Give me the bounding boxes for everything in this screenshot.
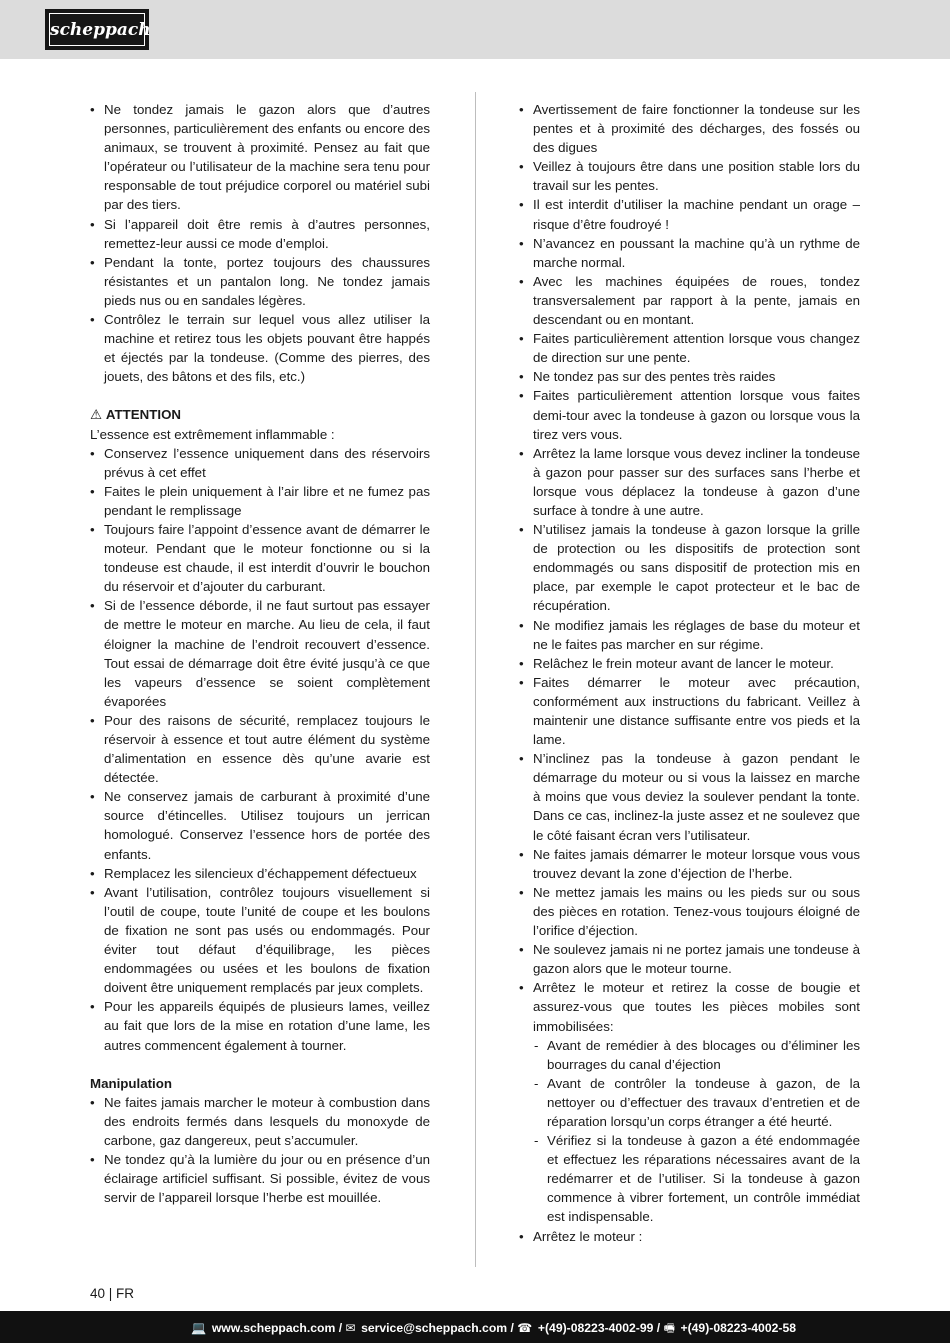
laptop-icon: 💻 — [191, 1321, 207, 1335]
list-item: • Avec les machines équipées de roues, tondez transversalement par rapport à la pente, jamais en descendant ou en montant. — [519, 272, 860, 329]
list-item: • Pour des raisons de sécurité, remplacez toujours le réservoir à essence et tout autre élément du système d’alimentation en essence dès qu’une avarie est détectée. — [90, 711, 430, 787]
list-item: • Veillez à toujours être dans une position stable lors du travail sur les pentes. — [519, 157, 860, 195]
footer-bar — [0, 1311, 950, 1343]
list-item: • Avant l’utilisation, contrôlez toujours visuellement si l’outil de coupe, toute l’unité de coupe et les boulons de fixation ne sont pas usés ou endommagés. Pour éviter tout défaut d’équilibrage, les pièces endommagées ou usées et les boulons de fixation doivent être uniquement remplacés par jeux complets. — [90, 883, 430, 998]
sub-list-item: - Avant de contrôler la tondeuse à gazon, de la nettoyer ou d’effectuer des travaux d’entretien et de réparation lorsqu’un corps étranger a été heurté. — [533, 1074, 860, 1131]
list-item: • Pour les appareils équipés de plusieurs lames, veillez au fait que lors de la mise en rotation d’une lame, les autres commencent également à tourner. — [90, 997, 430, 1054]
top-bar — [0, 0, 950, 59]
footer-website[interactable]: www.scheppach.com / — [211, 1321, 343, 1335]
list-item: • Ne modifiez jamais les réglages de base du moteur et ne le faites pas marcher en sur régime. — [519, 616, 860, 654]
list-item: • Ne faites jamais démarrer le moteur lorsque vous vous trouvez devant la zone d’éjection de l’herbe. — [519, 845, 860, 883]
list-item: • Arrêtez la lame lorsque vous devez incliner la tondeuse à gazon pour passer sur des surfaces sans l’herbe et lorsque vous déplacez la tondeuse à gazon d’une surface à tondre à une autre. — [519, 444, 860, 520]
list-item: • Ne conservez jamais de carburant à proximité d’une source d’étincelles. Utilisez toujours un jerrican homologué. Conservez l’essence hors de portée des enfants. — [90, 787, 430, 863]
fuel-safety-list — [90, 444, 430, 1055]
operation-safety-list — [519, 100, 860, 1246]
scheppach-logo — [45, 9, 149, 50]
list-item: • Si de l’essence déborde, il ne faut surtout pas essayer de mettre le moteur en marche. Au lieu de cela, il faut éloigner la machine de l’endroit recouvert d’essence. Tout essai de démarrage doit être évité jusqu’à ce que les vapeurs d’essence se soient complètement évaporées — [90, 596, 430, 711]
column-divider — [475, 92, 476, 1267]
list-item: • N’inclinez pas la tondeuse à gazon pendant le démarrage du moteur ou si vous la laissez en marche à moins que vous deviez la soulever pendant la tonte. Dans ce cas, inclinez-la juste assez et ne soulevez que le côté faisant écran vers l’utilisateur. — [519, 749, 860, 844]
stop-engine-sublist — [533, 1036, 860, 1227]
list-item: • Faites particulièrement attention lorsque vous changez de direction sur une pente. — [519, 329, 860, 367]
list-item-stop-engine — [519, 978, 860, 1226]
logo-text: scheppach — [49, 13, 145, 46]
list-item: • Ne faites jamais marcher le moteur à combustion dans des endroits fermés dans lesquels du monoxyde de carbone, gaz dangereux, peut s’accumuler. — [90, 1093, 430, 1150]
warning-triangle-icon: ⚠ — [90, 407, 102, 423]
list-item: • N’avancez en poussant la machine qu’à un rythme de marche normal. — [519, 234, 860, 272]
list-item: • Conservez l’essence uniquement dans des réservoirs prévus à cet effet — [90, 444, 430, 482]
page-number: 40 | FR — [90, 1286, 135, 1301]
list-item: • Faites le plein uniquement à l’air libre et ne fumez pas pendant le remplissage — [90, 482, 430, 520]
attention-heading — [90, 405, 430, 424]
list-item: • Faites démarrer le moteur avec précaution, conformément aux instructions du fabricant. Veillez à maintenir une distance suffisante entre vos pieds et la lame. — [519, 673, 860, 749]
list-item: • Il est interdit d’utiliser la machine pendant un orage – risque d’être foudroyé ! — [519, 195, 860, 233]
attention-title: ATTENTION — [105, 407, 182, 423]
footer-contact — [191, 1319, 796, 1340]
left-column — [90, 100, 430, 1207]
sub-list-item: - Vérifiez si la tondeuse à gazon a été endommagée et effectuez les réparations nécessaires avant de la redémarrer et de l’utiliser. Si la tondeuse à gazon commence à vibrer fortement, un contrôle immédiat est indispensable. — [533, 1131, 860, 1226]
page-number-value: 40 — [90, 1286, 106, 1301]
list-item: • Avertissement de faire fonctionner la tondeuse sur les pentes et à proximité des décharges, des fossés ou des digues — [519, 100, 860, 157]
list-item: • Toujours faire l’appoint d’essence avant de démarrer le moteur. Pendant que le moteur fonctionne ou si la tondeuse est chaude, il est interdit d’ouvrir le bouchon du réservoir et d’ajouter du carburant. — [90, 520, 430, 596]
list-item: • Contrôlez le terrain sur lequel vous allez utiliser la machine et retirez tous les objets pouvant être happés et éjectés par la tondeuse. (Comme des pierres, des jouets, des bâtons et des fils, etc.) — [90, 310, 430, 386]
envelope-icon: ✉ — [345, 1321, 356, 1335]
list-item: • Si l’appareil doit être remis à d’autres personnes, remettez-leur aussi ce mode d’emploi. — [90, 215, 430, 253]
list-item: • Ne tondez pas sur des pentes très raides — [519, 367, 860, 386]
list-item: • Ne soulevez jamais ni ne portez jamais une tondeuse à gazon alors que le moteur tourne. — [519, 940, 860, 978]
page-language: FR — [116, 1286, 135, 1301]
list-item: • Ne tondez qu’à la lumière du jour ou en présence d’un éclairage artificiel suffisant. Si possible, évitez de vous servir de l’appareil lorsque l’herbe est mouillée. — [90, 1150, 430, 1207]
fax-icon: 🖷 — [663, 1321, 676, 1335]
attention-intro: L’essence est extrêmement inflammable : — [90, 426, 335, 442]
list-item: • Arrêtez le moteur : — [519, 1227, 860, 1246]
list-item: • N’utilisez jamais la tondeuse à gazon lorsque la grille de protection ou les dispositifs de protection sont endommagés ou sans dispositif de protection mis en place, par exemple le capot protecteur et le bac de récupération. — [519, 520, 860, 615]
right-column — [519, 100, 860, 1246]
footer-fax: +(49)-08223-4002-58 — [680, 1321, 796, 1335]
list-item: • Ne mettez jamais les mains ou les pieds sur ou sous des pièces en rotation. Tenez-vous toujours éloigné de l’orifice d’éjection. — [519, 883, 860, 940]
handling-list — [90, 1093, 430, 1208]
list-item: • Faites particulièrement attention lorsque vous faites demi-tour avec la tondeuse à gazon ou lorsque vous la tirez vers vous. — [519, 386, 860, 443]
sub-list-item: - Avant de remédier à des blocages ou d’éliminer les bourrages du canal d’éjection — [533, 1036, 860, 1074]
manipulation-heading: Manipulation — [90, 1075, 172, 1091]
list-item: • Pendant la tonte, portez toujours des chaussures résistantes et un pantalon long. Ne tondez jamais pieds nus ou en sandales légères. — [90, 253, 430, 310]
safety-list-general — [90, 100, 430, 386]
stop-engine-text: Arrêtez le moteur et retirez la cosse de bougie et assurez-vous que toutes les pièces mobiles sont immobilisées: — [533, 980, 860, 1034]
footer-phone: +(49)-08223-4002-99 / — [537, 1321, 661, 1335]
phone-icon: ☎ — [517, 1321, 533, 1335]
list-item: • Ne tondez jamais le gazon alors que d’autres personnes, particulièrement des enfants ou encore des animaux, se trouvent à proximité. Pensez au fait que l’opérateur ou l’utilisateur de la machine sera tenu pour responsable de tout préjudice corporel ou matériel subi par des tiers. — [90, 100, 430, 215]
list-item: • Remplacez les silencieux d’échappement défectueux — [90, 864, 430, 883]
footer-email[interactable]: service@scheppach.com / — [361, 1321, 514, 1335]
list-item: • Relâchez le frein moteur avant de lancer le moteur. — [519, 654, 860, 673]
